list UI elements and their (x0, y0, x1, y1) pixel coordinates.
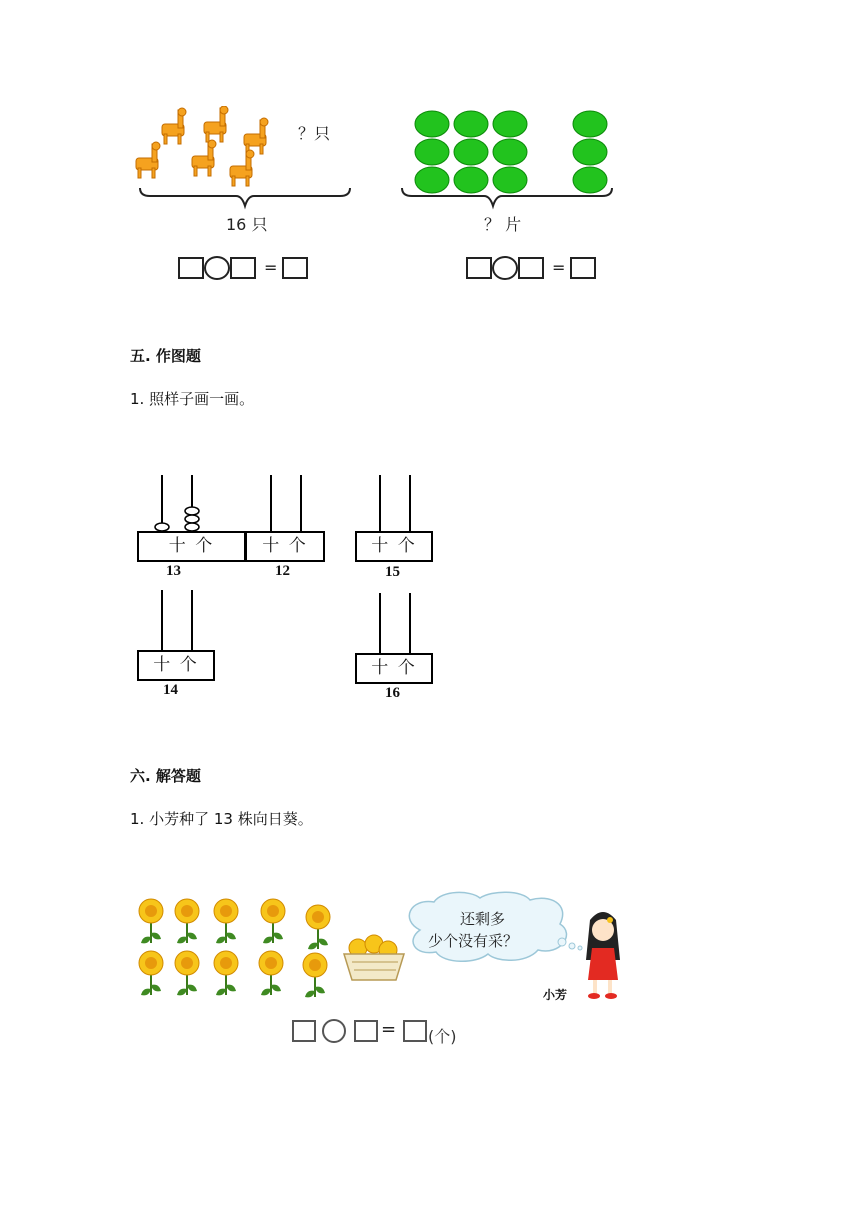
leaf-brace (400, 186, 614, 210)
ones-label: 个 (179, 655, 199, 675)
ones-label: 个 (288, 536, 308, 556)
abacus-rod-tens (379, 593, 381, 655)
operator-circle[interactable] (204, 256, 230, 280)
abacus-15[interactable] (355, 475, 465, 585)
answer-box[interactable] (570, 257, 596, 279)
abacus-rod-tens (161, 590, 163, 652)
operator-circle[interactable] (322, 1019, 346, 1043)
unit-label: (个) (428, 1027, 457, 1046)
ones-label: 个 (195, 536, 215, 556)
bubble-line1: 还剩多 (460, 910, 506, 928)
abacus-12[interactable] (245, 475, 355, 585)
equation-box[interactable] (178, 257, 204, 279)
ones-label: 个 (397, 536, 417, 556)
abacus-beads (137, 475, 247, 535)
equals-sign: = (264, 258, 278, 277)
girl-image (578, 908, 628, 1003)
giraffe-total-label: 16 只 (226, 215, 268, 234)
abacus-base (355, 653, 433, 684)
bubble-line2: 少个没有采？ (428, 932, 519, 950)
tens-label: 十 (262, 536, 282, 556)
answer-box[interactable] (403, 1020, 427, 1042)
leaf-question-label: ？ 片 (484, 215, 522, 234)
girl-name: 小芳 (543, 988, 568, 1002)
equation-box[interactable] (466, 257, 492, 279)
leaf-problem (400, 100, 630, 290)
abacus-base (245, 531, 325, 562)
basket-image (342, 930, 406, 986)
operator-circle[interactable] (492, 256, 518, 280)
giraffe-question-label: ？只 (298, 124, 331, 143)
abacus-base (137, 650, 215, 681)
abacus-rod-ones (409, 475, 411, 533)
tens-label: 十 (371, 658, 391, 678)
abacus-base (355, 531, 433, 562)
abacus-16[interactable] (355, 593, 465, 703)
ones-label: 个 (397, 658, 417, 678)
equation-box[interactable] (354, 1020, 378, 1042)
abacus-rod-ones (300, 475, 302, 533)
abacus-rod-ones (409, 593, 411, 655)
abacus-number: 13 (166, 563, 181, 579)
abacus-rod-tens (379, 475, 381, 533)
section5-title: 五. 作图题 (130, 347, 201, 365)
tens-label: 十 (371, 536, 391, 556)
section5-question: 1. 照样子画一画。 (130, 390, 255, 408)
equation-box[interactable] (518, 257, 544, 279)
section6-title: 六. 解答题 (130, 767, 201, 785)
abacus-13 (137, 475, 247, 585)
abacus-number: 15 (385, 564, 400, 580)
equation-box[interactable] (292, 1020, 316, 1042)
giraffe-problem (130, 100, 360, 290)
abacus-rod-tens (270, 475, 272, 533)
equation-box[interactable] (230, 257, 256, 279)
equals-sign: = (381, 1019, 397, 1040)
abacus-number: 14 (163, 682, 178, 698)
section6-question: 1. 小芳种了 13 株向日葵。 (130, 810, 313, 828)
abacus-number: 16 (385, 685, 400, 701)
abacus-14[interactable] (137, 590, 247, 700)
abacus-rod-ones (191, 590, 193, 652)
tens-label: 十 (168, 536, 188, 556)
equals-sign: = (552, 258, 566, 277)
abacus-base (137, 531, 246, 562)
abacus-number: 12 (275, 563, 290, 579)
tens-label: 十 (153, 655, 173, 675)
sunflower-field-image (135, 893, 345, 1003)
answer-box[interactable] (282, 257, 308, 279)
giraffe-brace (138, 186, 352, 210)
